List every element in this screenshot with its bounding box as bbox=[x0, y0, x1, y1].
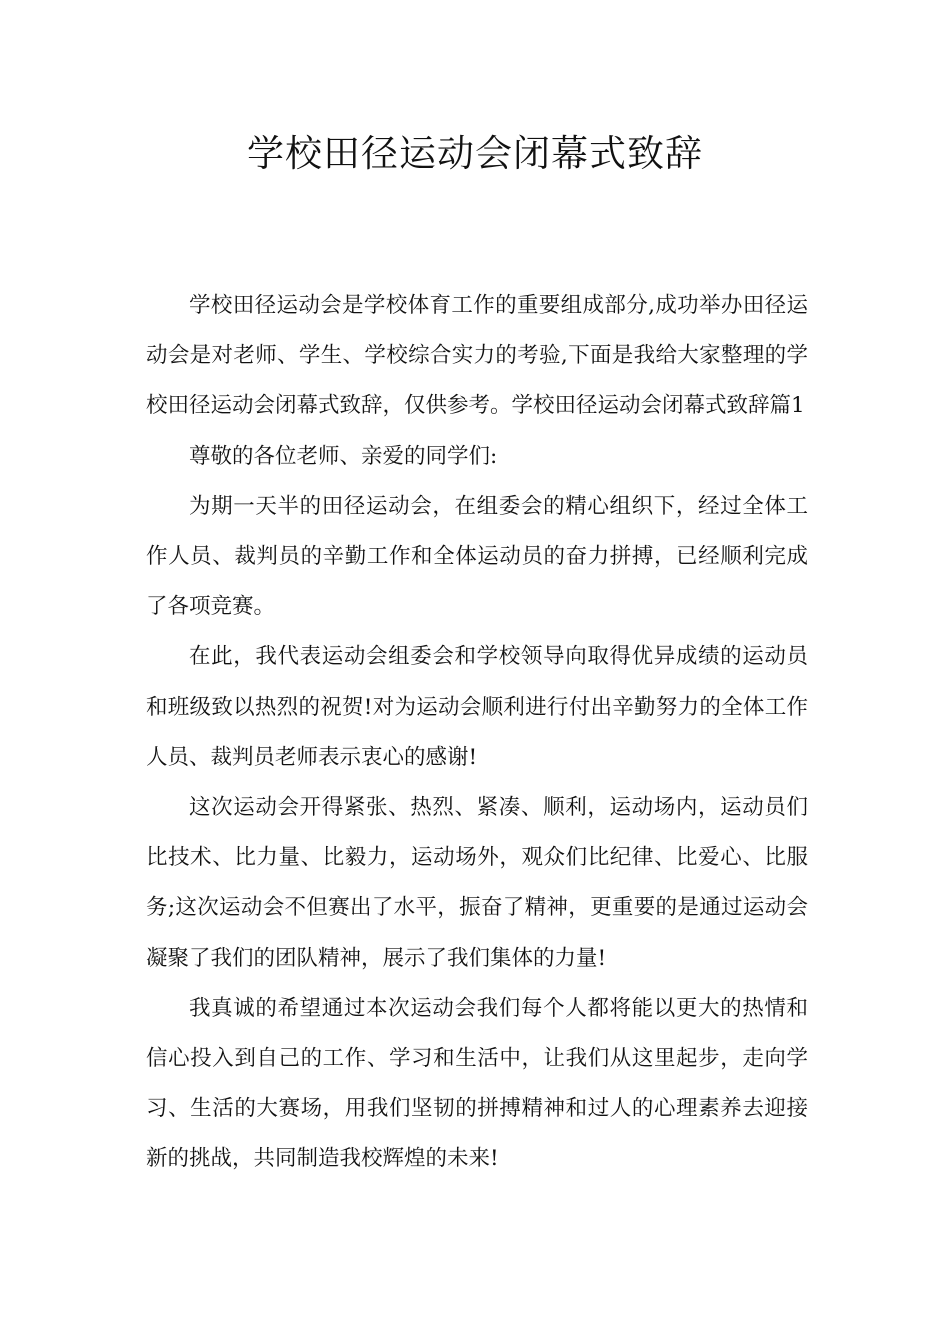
paragraph-intro: 学校田径运动会是学校体育工作的重要组成部分,成功举办田径运动会是对老师、学生、学校综合实力的考验,下面是我给大家整理的学校田径运动会闭幕式致辞，仅供参考。学校田径运动会闭幕式致辞篇1 bbox=[146, 293, 808, 419]
paragraph-hope: 我真诚的希望通过本次运动会我们每个人都将能以更大的热情和信心投入到自己的工作、学习和生活中，让我们从这里起步，走向学习、生活的大赛场，用我们坚韧的拼搏精神和过人的心理素养去迎接新的挑战，共同制造我校辉煌的未来! bbox=[146, 995, 808, 1172]
paragraph-thanks: 在此，我代表运动会组委会和学校领导向取得优异成绩的运动员和班级致以热烈的祝贺!对为运动会顺利进行付出辛勤努力的全体工作人员、裁判员老师表示衷心的感谢! bbox=[146, 644, 808, 770]
paragraph-completion: 为期一天半的田径运动会，在组委会的精心组织下，经过全体工作人员、裁判员的辛勤工作和全体运动员的奋力拼搏，已经顺利完成了各项竞赛。 bbox=[146, 493, 808, 620]
document-body bbox=[146, 281, 808, 1185]
paragraph-summary: 这次运动会开得紧张、热烈、紧凑、顺利，运动场内，运动员们比技术、比力量、比毅力，运动场外，观众们比纪律、比爱心、比服务;这次运动会不但赛出了水平，振奋了精神，更重要的是通过运动会凝聚了我们的团队精神，展示了我们集体的力量! bbox=[146, 795, 808, 971]
page-title: 学校田径运动会闭幕式致辞 bbox=[247, 132, 703, 175]
paragraph-salutation: 尊敬的各位老师、亲爱的同学们: bbox=[189, 443, 498, 469]
